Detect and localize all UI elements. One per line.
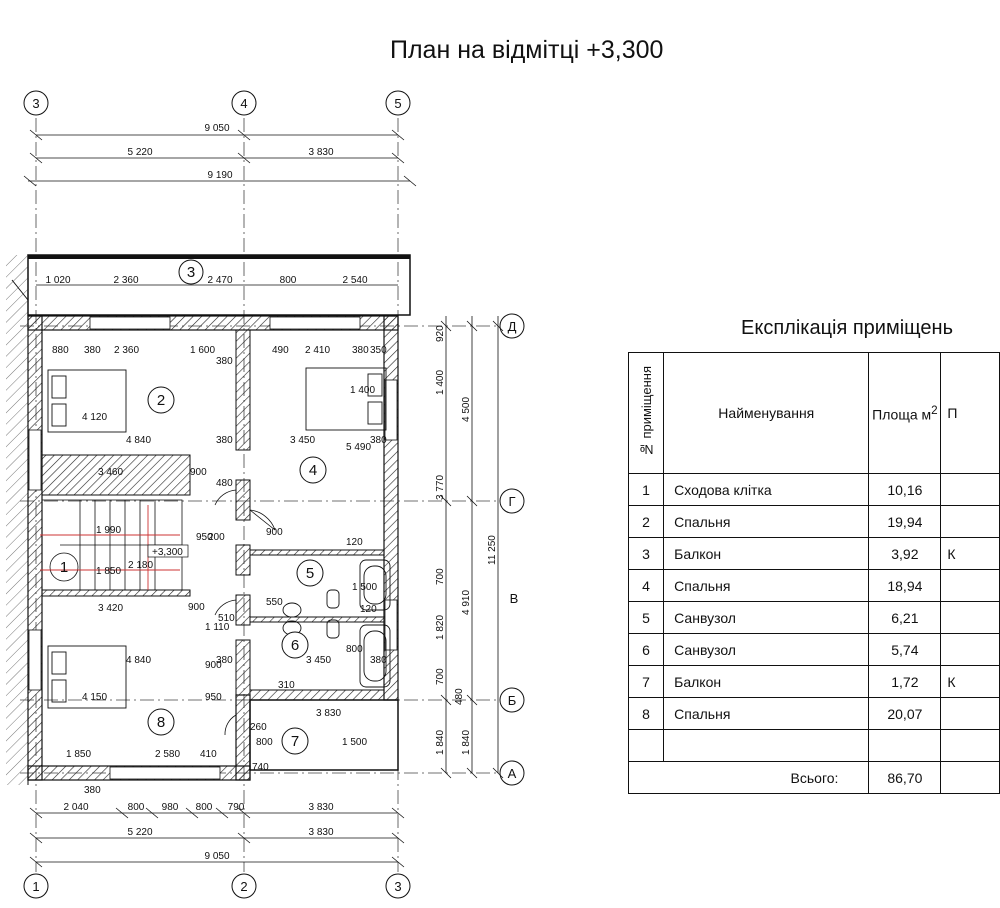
dim-int-900b: 900 [188,602,205,613]
ground-hatch [6,255,28,785]
level-mark: +3,300 [152,547,183,558]
dim-right-920: 920 [435,325,446,342]
total-label: Всього: [629,762,869,794]
dim-int-3460: 3 460 [98,467,124,478]
dim-int-380c: 380 [352,345,369,356]
dim-int-380f: 380 [216,655,233,666]
dim-int-3830: 3 830 [316,708,342,719]
cell-number: 3 [629,538,664,570]
cell-extra [941,570,1000,602]
cell-name: Санвузол [664,602,869,634]
dim-bottom-800b: 800 [195,802,213,813]
interior-walls [42,330,384,700]
dim-right-700b: 700 [435,668,446,685]
axis-label-right-g: Г [508,494,516,509]
cell-number: 8 [629,698,664,730]
dim-right-1820: 1 820 [435,614,446,640]
dim-int-1110: 1 110 [205,622,230,633]
dim-int-4840b: 4 840 [126,655,152,666]
cell-area: 20,07 [869,698,941,730]
dim-int-3450b: 3 450 [306,655,332,666]
table-header-row [629,353,1000,474]
dim-int-900c: 900 [266,527,283,538]
dim-int-2180: 2 180 [128,560,154,571]
table-row [629,602,1000,634]
plan-title: План на відмітці +3,300 [390,36,664,64]
total-value: 86,70 [869,762,941,794]
cell-area: 3,92 [869,538,941,570]
dim-int-2360: 2 360 [114,345,140,356]
axis-label-bottom-3: 3 [394,879,402,894]
dim-right-11250: 11 250 [487,535,498,565]
cell-name: Балкон [664,538,869,570]
axis-label-right-v: В [509,591,519,606]
cell-number: 7 [629,666,664,698]
header-number: № приміщення [629,353,664,474]
dim-int-380h: 380 [84,785,101,796]
dim-int-1500a: 1 500 [342,737,368,748]
dim-int-380b: 380 [216,356,233,367]
dim-int-1400: 1 400 [350,385,376,396]
dim-int-3420: 3 420 [98,603,124,614]
dim-int-950a: 950 [196,532,213,543]
cell-area: 18,94 [869,570,941,602]
dim-int-490: 490 [272,345,289,356]
axis-label-right-d: Д [507,319,517,334]
dim-int-310: 310 [278,680,295,691]
axis-label-bottom-1: 1 [32,879,40,894]
table-row [629,474,1000,506]
dim-int-120b: 120 [360,604,377,615]
cell-name: Балкон [664,666,869,698]
dim-int-4120: 4 120 [82,412,108,423]
axis-label-top-1: 3 [32,96,40,111]
cell-extra [941,506,1000,538]
dim-right-480: 480 [454,688,465,705]
dim-int-800a: 800 [256,737,273,748]
explication-table [628,352,1000,794]
cell-name: Спальня [664,570,869,602]
dim-int-380a: 380 [84,345,101,356]
axis-label-bottom-2: 2 [240,879,248,894]
dim-bottom-2040: 2 040 [63,802,89,813]
room-number-2: 2 [156,392,166,409]
cell-extra [941,730,1000,762]
cell-extra [941,698,1000,730]
cell-number [629,730,664,762]
dim-bottom-9050: 9 050 [204,851,230,862]
dim-bottom-980: 980 [161,802,179,813]
dim-int-380d: 380 [216,435,233,446]
dim-int-1850: 1 850 [66,749,92,760]
dim-balcony-2: 2 360 [113,275,139,286]
dim-bottom-3830b: 3 830 [308,827,334,838]
cell-area: 19,94 [869,506,941,538]
room-number-8: 8 [156,714,166,731]
axis-label-top-3: 5 [394,96,402,111]
dim-int-800b: 800 [346,644,363,655]
top-dimension-lines [24,130,416,285]
dim-bottom-5220: 5 220 [127,827,153,838]
dim-balcony-3: 2 470 [207,275,233,286]
axis-label-right-a: А [507,766,517,781]
dim-int-380e: 380 [370,435,387,446]
cell-extra: К [941,666,1000,698]
dim-int-480: 480 [216,478,233,489]
dim-int-880: 880 [52,345,69,356]
cell-number: 2 [629,506,664,538]
dim-int-2580: 2 580 [155,749,181,760]
dim-int-900a: 900 [190,467,207,478]
table-row [629,698,1000,730]
dim-balcony-4: 800 [279,275,297,286]
dim-int-1990: 1 990 [96,525,122,536]
table-row [629,666,1000,698]
cell-name: Спальня [664,506,869,538]
dim-right-1840a: 1 840 [435,729,446,755]
dim-int-120a: 120 [346,537,363,548]
dim-int-1850b: 1 850 [96,566,122,577]
dim-int-350: 350 [370,345,387,356]
dim-int-740: 740 [252,762,269,773]
dim-bottom-800a: 800 [127,802,145,813]
table-row [629,634,1000,666]
dim-right-700a: 700 [435,568,446,585]
dim-top-overall-2: 9 190 [207,170,233,181]
dim-int-950b: 950 [205,692,222,703]
dim-top-part-b: 3 830 [308,147,334,158]
dim-int-550: 550 [266,597,283,608]
cell-number: 6 [629,634,664,666]
dim-int-510: 510 [218,613,235,624]
header-name: Найменування [664,353,869,474]
room-number-4: 4 [308,462,318,479]
table-total-row [629,762,1000,794]
dim-right-3770: 3 770 [435,474,446,500]
dim-int-2410: 2 410 [305,345,331,356]
cell-name: Сходова клітка [664,474,869,506]
dim-int-4840a: 4 840 [126,435,152,446]
room-number-3: 3 [186,264,196,281]
dim-balcony-1: 1 020 [45,275,71,286]
dim-int-3450a: 3 450 [290,435,316,446]
dim-bottom-790: 790 [227,802,245,813]
dim-int-4150: 4 150 [82,692,108,703]
cell-name [664,730,869,762]
room-number-7: 7 [290,733,300,750]
dim-right-1400: 1 400 [435,369,446,395]
exterior-walls [28,316,398,780]
dim-right-4910: 4 910 [461,589,472,615]
interior-dimensions [52,345,387,796]
table-row [629,506,1000,538]
total-extra [941,762,1000,794]
dim-int-410: 410 [200,749,217,760]
room-number-5: 5 [305,565,315,582]
dim-int-260: 260 [250,722,267,733]
cell-extra [941,474,1000,506]
cell-area [869,730,941,762]
dim-int-900d: 900 [205,660,222,671]
cell-number: 1 [629,474,664,506]
room-number-1: 1 [59,559,69,576]
table-row [629,538,1000,570]
cell-extra [941,602,1000,634]
header-extra: П [941,353,1000,474]
dim-int-1600: 1 600 [190,345,216,356]
dim-top-part-a: 5 220 [127,147,153,158]
dim-int-200: 200 [208,532,225,543]
table-row [629,570,1000,602]
cell-name: Санвузол [664,634,869,666]
dim-int-5490: 5 490 [346,442,372,453]
cell-area: 5,74 [869,634,941,666]
dim-top-overall-1: 9 050 [204,123,230,134]
cell-area: 10,16 [869,474,941,506]
dim-right-1840b: 1 840 [461,729,472,755]
dim-int-380g: 380 [370,655,387,666]
axis-label-right-b: Б [507,693,517,708]
table-row [629,730,1000,762]
cell-area: 1,72 [869,666,941,698]
explication-title: Експлікація приміщень [741,317,953,339]
axis-label-top-2: 4 [240,96,248,111]
header-area: Площа $м^2$ [869,353,941,474]
cell-extra [941,634,1000,666]
dim-balcony-5: 2 540 [342,275,368,286]
dim-right-4500: 4 500 [461,396,472,422]
cell-number: 5 [629,602,664,634]
dim-bottom-3830a: 3 830 [308,802,334,813]
cell-number: 4 [629,570,664,602]
cell-area: 6,21 [869,602,941,634]
room-number-6: 6 [290,637,300,654]
dim-int-1500b: 1 500 [352,582,378,593]
cell-extra: К [941,538,1000,570]
cell-name: Спальня [664,698,869,730]
